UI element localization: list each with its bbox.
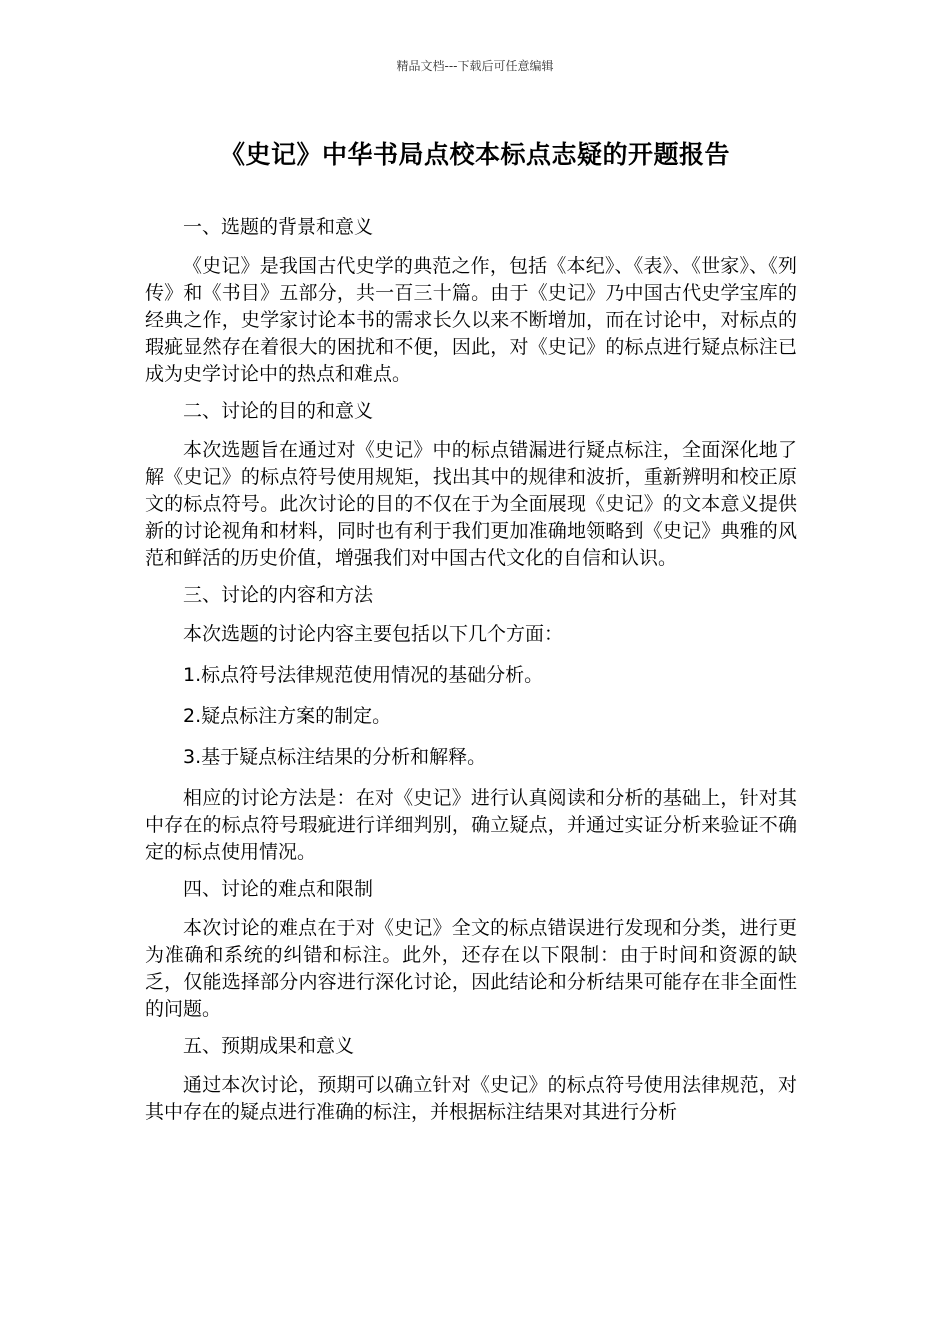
- section-heading-difficulties: 四、讨论的难点和限制: [183, 878, 374, 900]
- paragraph-purpose: 本次选题旨在通过对《史记》中的标点错漏进行疑点标注，全面深化地了解《史记》的标点符号使用规矩，找出其中的规律和波折，重新辨明和校正原文的标点符号。此次讨论的目的不仅在于为全面展现《史记》的文本意义提供新的讨论视角和材料，同时也有利于我们更加准确地领略到《史记》典雅的风范和鲜活的历史价值，增强我们对中国古代文化的自信和认识。: [145, 439, 797, 569]
- paragraph-difficulties: 本次讨论的难点在于对《史记》全文的标点错误进行发现和分类，进行更为准确和系统的纠错和标注。此外，还存在以下限制：由于时间和资源的缺乏，仅能选择部分内容进行深化讨论，因此结论和分析结果可能存在非全面性的问题。: [145, 917, 797, 1020]
- section-heading-outcomes: 五、预期成果和意义: [183, 1035, 355, 1057]
- document-title: 《史记》中华书局点校本标点志疑的开题报告: [219, 140, 730, 169]
- paragraph-outcomes: 通过本次讨论，预期可以确立针对《史记》的标点符号使用法律规范，对其中存在的疑点进行准确的标注，并根据标注结果对其进行分析: [145, 1074, 797, 1123]
- header-note: 精品文档---下载后可任意编辑: [396, 59, 554, 73]
- paragraph-method: 相应的讨论方法是：在对《史记》进行认真阅读和分析的基础上，针对其中存在的标点符号瑕疵进行详细判别，确立疑点，并通过实证分析来验证不确定的标点使用情况。: [145, 787, 797, 863]
- paragraph-background: 《史记》是我国古代史学的典范之作，包括《本纪》、《表》、《世家》、《列传》和《书目》五部分，共一百三十篇。由于《史记》乃中国古代史学宝库的经典之作，史学家讨论本书的需求长久以来不断增加，而在讨论中，对标点的瑕疵显然存在着很大的困扰和不便，因此，对《史记》的标点进行疑点标注已成为史学讨论中的热点和难点。: [145, 255, 797, 385]
- list-item: 3.基于疑点标注结果的分析和解释。: [183, 746, 487, 768]
- section-heading-content-method: 三、讨论的内容和方法: [183, 584, 374, 606]
- document-body: [145, 214, 797, 1136]
- list-item: 1.标点符号法律规范使用情况的基础分析。: [183, 664, 544, 686]
- list-item: 2.疑点标注方案的制定。: [183, 705, 392, 727]
- section-heading-background: 一、选题的背景和意义: [183, 216, 374, 238]
- paragraph-content-intro: 本次选题的讨论内容主要包括以下几个方面：: [183, 623, 564, 645]
- section-heading-purpose: 二、讨论的目的和意义: [183, 400, 374, 422]
